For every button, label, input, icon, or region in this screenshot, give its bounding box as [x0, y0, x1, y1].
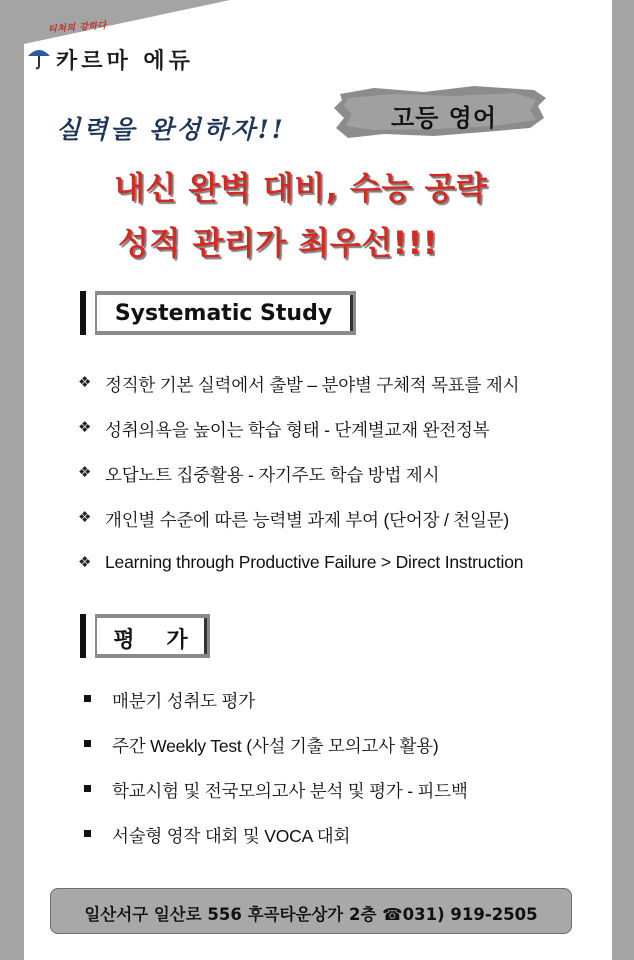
- diamond-bullet-icon: ❖: [78, 553, 92, 571]
- square-bullet-icon: [84, 740, 91, 747]
- course-label: 고등 영어: [390, 104, 498, 132]
- diamond-bullet-icon: ❖: [78, 418, 92, 436]
- logo-tagline: 티쳐의 강하다: [47, 20, 108, 36]
- address-footer: [50, 888, 572, 934]
- logo-name: 카르마 에듀: [56, 49, 194, 74]
- square-bullet-icon: [84, 785, 91, 792]
- square-bullet-icon: [84, 830, 91, 837]
- slogan: 실력을 완성하자!!: [56, 115, 286, 144]
- section-evaluation-header: [80, 614, 210, 658]
- logo-umbrella-icon: [26, 44, 52, 70]
- flyer-page: 티쳐의 강하다 카르마 에듀 실력을 완성하자!! 고등 영어 내신 완벽 대비, 수능 공략 성적 관리가 최우선!!! Systematic Study ❖ 정직한 기본 실력에서 출발 – 분야별 구체적 목표를 제시 ❖ 성취의욕을 높이는 학습 형태 - 단계별교재 완전정복 ❖ 오답노트 집중활용 - 자기주도 학습 방법 제시 ❖ 개인별 수준에 따른 능력별 과제 부여 (단어장 / 천일문) ❖ Learning through Productive Failure > Direct Instruction 평 가 매분기 성취도 평가 주간 Weekly Test (사설 기출 모의고사 활용) 학교시험 및 전국모의고사 분석 및 평가 - 피드백 서술형 영작 대회 및 VOCA 대회 일산서구 일산로 556 후곡타운상가 2층 ☎031) 919-2505: [0, 0, 634, 960]
- section-title: 평 가: [113, 628, 200, 653]
- headline-line-1: 내신 완벽 대비, 수능 공략: [114, 169, 488, 207]
- diamond-bullet-icon: ❖: [78, 373, 92, 391]
- diamond-bullet-icon: ❖: [78, 508, 92, 526]
- square-bullet-icon: [84, 695, 91, 702]
- diamond-bullet-icon: ❖: [78, 463, 92, 481]
- address-text: 일산서구 일산로 556 후곡타운상가 2층 ☎031) 919-2505: [84, 905, 538, 924]
- corner-gray-triangle: [0, 0, 232, 44]
- right-gray-border: [612, 0, 634, 960]
- section-systematic-study-header: [80, 291, 356, 335]
- section-title: Systematic Study: [114, 301, 333, 326]
- headline-line-2: 성적 관리가 최우선!!!: [118, 224, 438, 262]
- left-gray-border: [0, 0, 24, 960]
